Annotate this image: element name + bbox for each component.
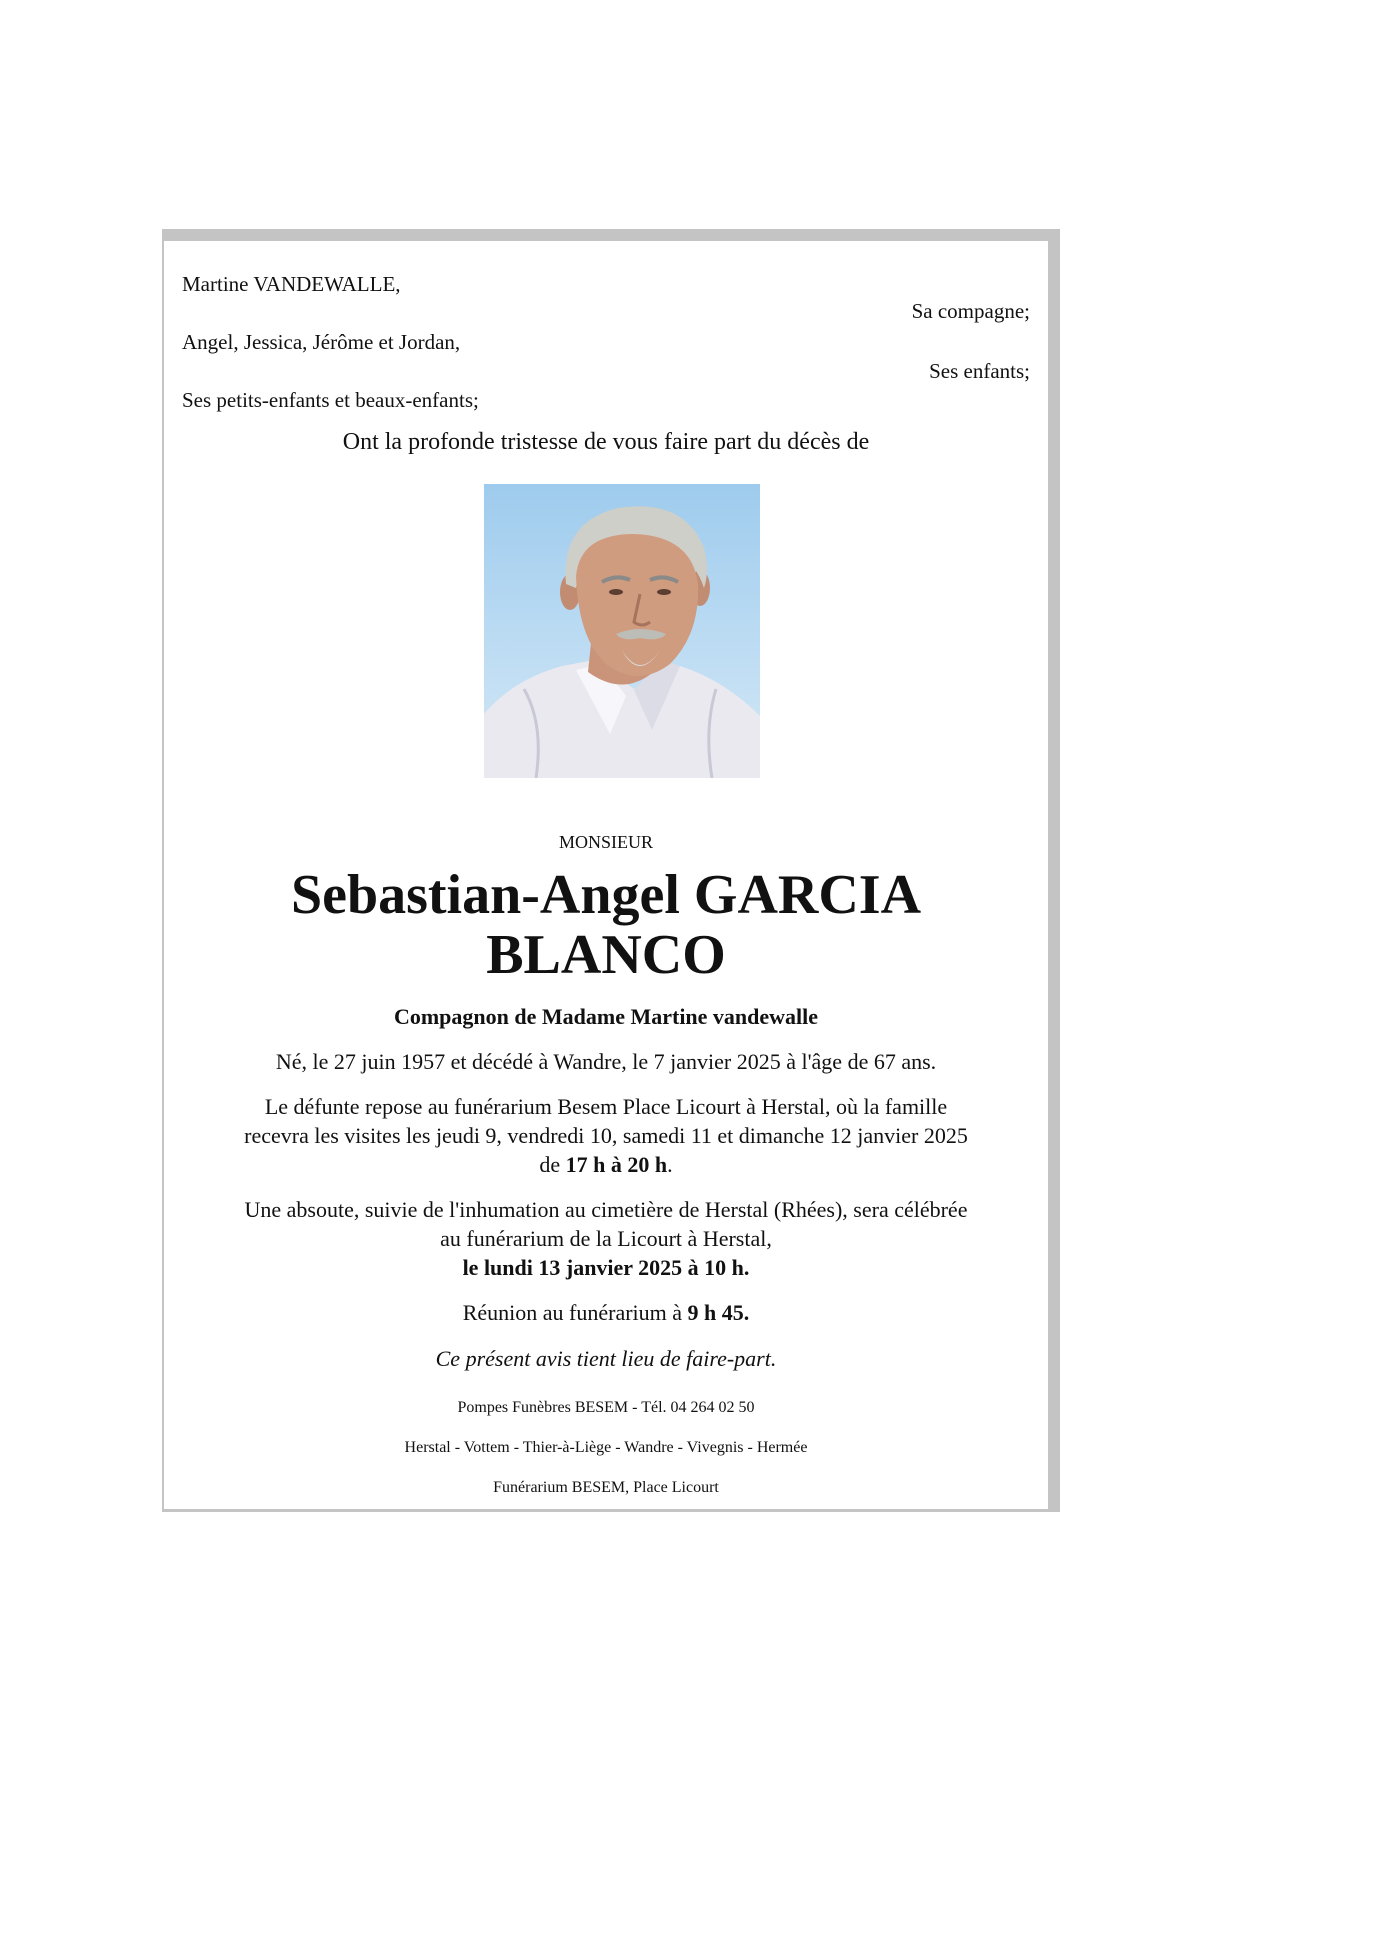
ceremony-line1: Une absoute, suivie de l'inhumation au cimetière de Herstal (Rhées), sera célébrée <box>244 1197 968 1222</box>
meeting-time: 9 h 45. <box>687 1300 750 1325</box>
footer-funerarium: Funérarium BESEM, Place Licourt <box>493 1479 719 1496</box>
honorific: MONSIEUR <box>558 832 653 852</box>
portrait-illustration <box>484 484 760 778</box>
children-role: Ses enfants; <box>929 359 1030 383</box>
deceased-name-line1: Sebastian-Angel GARCIA <box>290 864 922 926</box>
ceremony-line2: au funérarium de la Licourt à Herstal, <box>440 1226 772 1251</box>
companion-of-line: Compagnon de Madame Martine vandewalle <box>393 1004 819 1029</box>
meeting-prefix: Réunion au funérarium à <box>462 1300 688 1325</box>
deceased-name-line2: BLANCO <box>486 924 726 986</box>
ceremony-date-text: le lundi 13 janvier 2025 à 10 h. <box>462 1255 750 1280</box>
grandchildren-line: Ses petits-enfants et beaux-enfants; <box>182 388 479 412</box>
portrait-photo <box>484 484 760 778</box>
footer-company: Pompes Funèbres BESEM - Tél. 04 264 02 50 <box>457 1399 755 1416</box>
footer-locations: Herstal - Vottem - Thier-à-Liège - Wandre - Vivegnis - Hermée <box>404 1439 808 1456</box>
ceremony-date <box>182 1253 1030 1282</box>
notice-content <box>182 241 1030 1509</box>
birth-death-line: Né, le 27 juin 1957 et décédé à Wandre, le 7 janvier 2025 à l'âge de 67 ans. <box>275 1049 937 1074</box>
visits-prefix: de <box>539 1152 566 1177</box>
visits-line2: recevra les visites les jeudi 9, vendredi 10, samedi 11 et dimanche 12 janvier 2025 <box>244 1123 968 1148</box>
companion-role: Sa compagne; <box>911 299 1030 323</box>
visits-hours: 17 h à 20 h <box>565 1152 668 1177</box>
intro-line: Ont la profonde tristesse de vous faire part du décès de <box>342 429 870 455</box>
meeting-line <box>182 1298 1030 1327</box>
death-notice-card <box>162 229 1060 1512</box>
children-names: Angel, Jessica, Jérôme et Jordan, <box>182 330 461 354</box>
notice-note: Ce présent avis tient lieu de faire-part. <box>435 1346 777 1371</box>
visits-suffix: . <box>667 1152 673 1177</box>
companion-name: Martine VANDEWALLE, <box>182 272 401 296</box>
visits-line3 <box>182 1150 1030 1179</box>
visits-line1: Le défunte repose au funérarium Besem Place Licourt à Herstal, où la famille <box>264 1094 948 1119</box>
